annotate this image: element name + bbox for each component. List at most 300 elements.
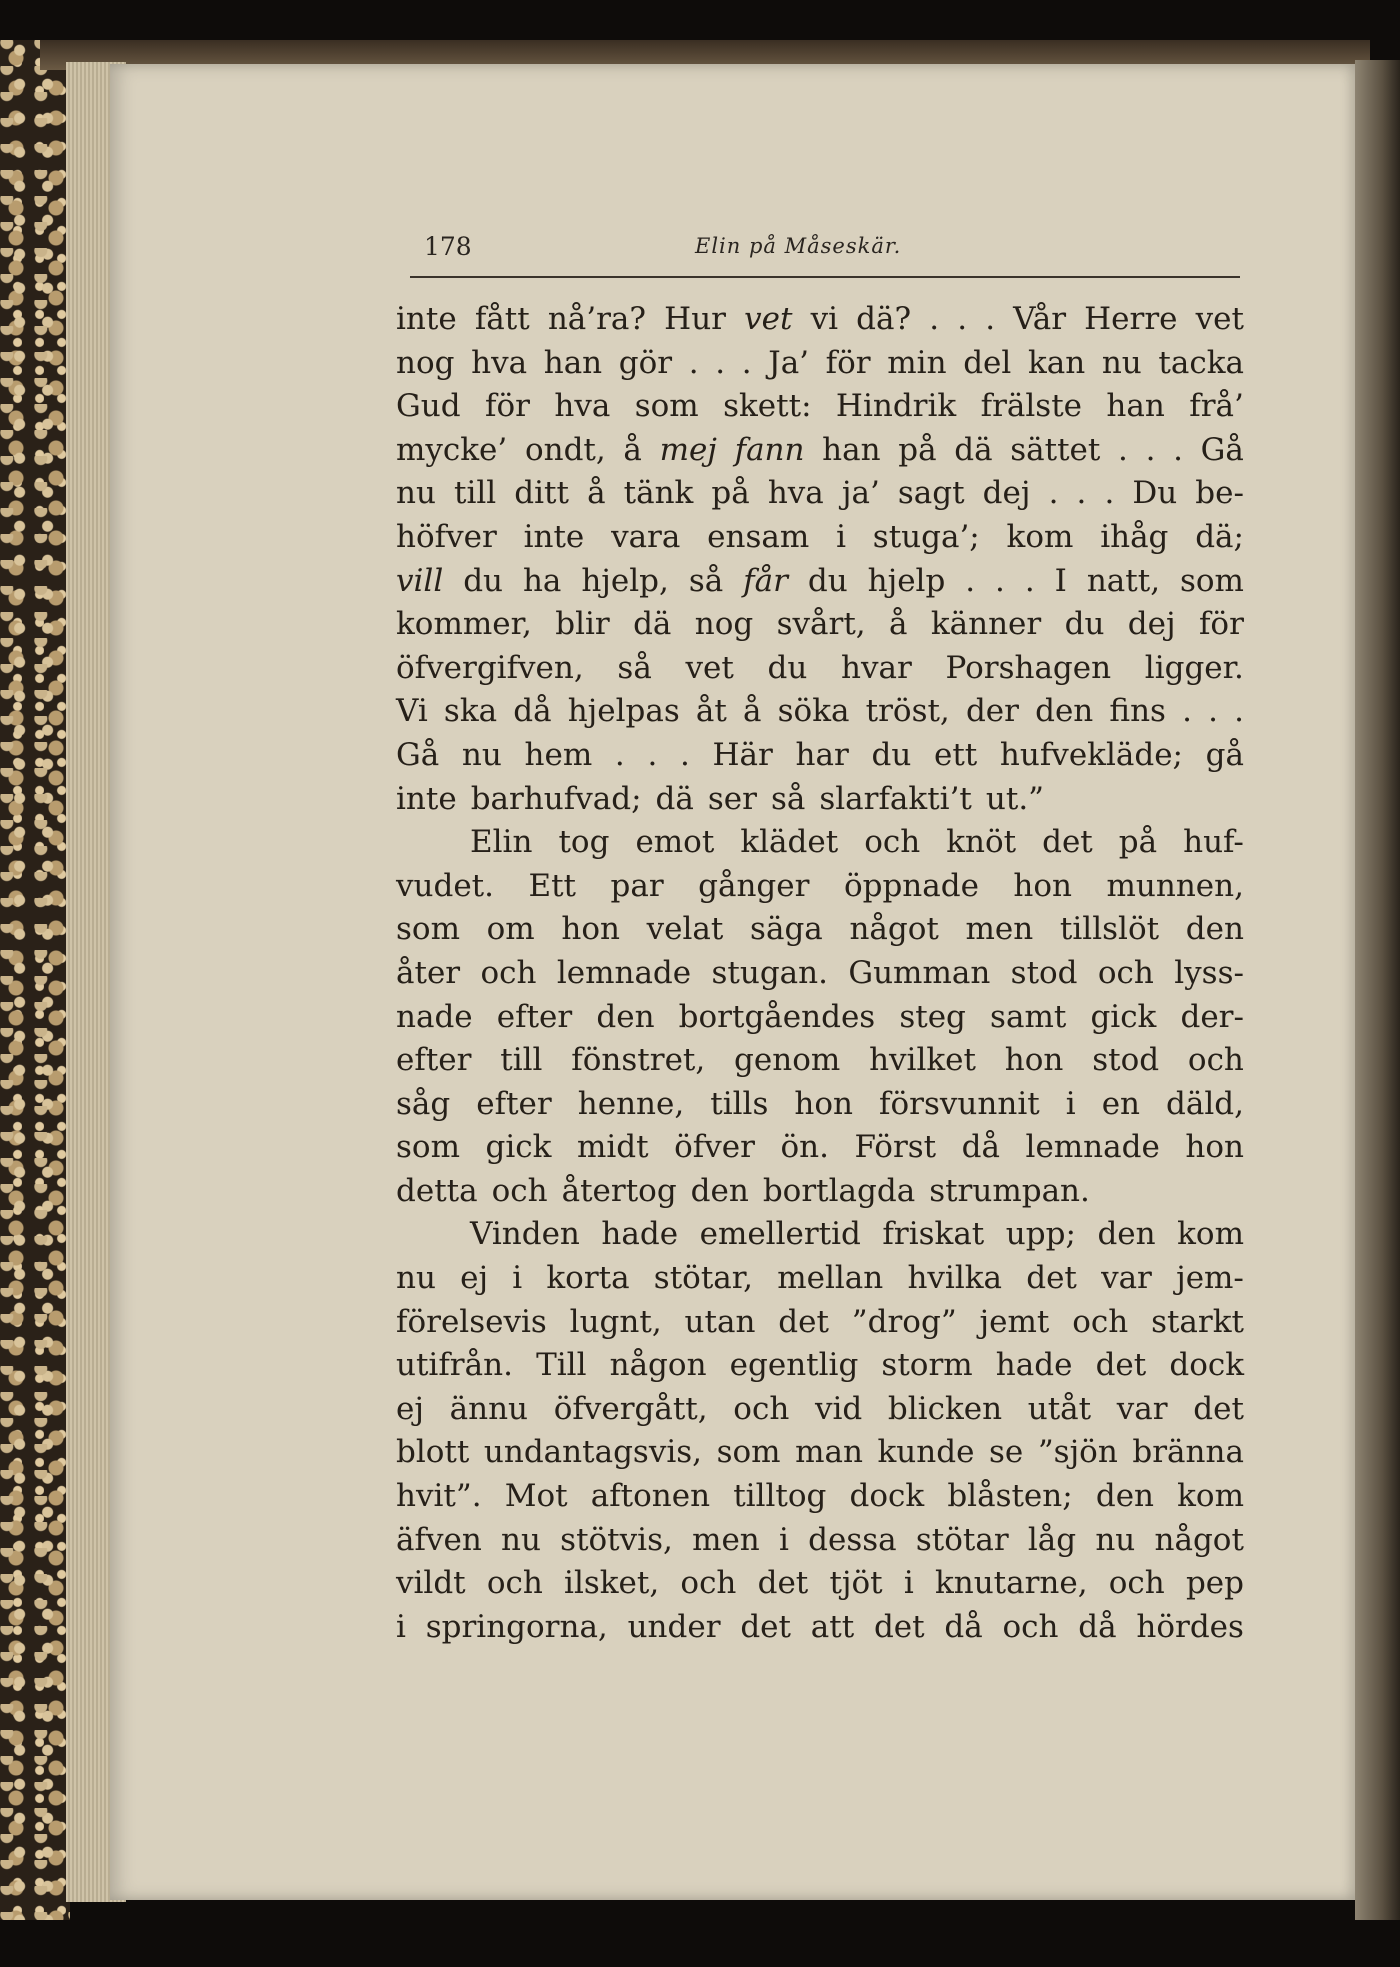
- word: hjelp: [867, 562, 946, 599]
- word: i: [512, 1260, 523, 1297]
- word: I: [1054, 562, 1067, 599]
- word: skett:: [723, 388, 812, 425]
- word: mellan: [777, 1260, 884, 1297]
- word: Ja’: [768, 344, 810, 381]
- word: å: [889, 606, 908, 643]
- word: undantagsvis,: [483, 1434, 703, 1471]
- word: och: [1108, 1565, 1165, 1602]
- word: .: [1118, 431, 1128, 468]
- word: äfven: [396, 1521, 482, 1558]
- word: den: [1035, 693, 1094, 730]
- word: nu: [1101, 344, 1142, 381]
- word: ännu: [449, 1390, 529, 1427]
- marbled-edge: [0, 40, 70, 1920]
- word: hade: [601, 1216, 679, 1253]
- word: emot: [635, 824, 715, 861]
- word: blicken: [887, 1390, 1003, 1427]
- word: det: [778, 1303, 829, 1340]
- word: om: [486, 911, 535, 948]
- text-line: [396, 516, 1244, 560]
- text-line: [396, 1388, 1244, 1432]
- word: du: [463, 562, 504, 599]
- word: kunde: [877, 1434, 975, 1471]
- word: såg: [396, 1085, 451, 1122]
- word: gick: [1090, 998, 1157, 1035]
- word: förelsevis: [396, 1303, 547, 1340]
- word: kom: [1177, 1478, 1244, 1515]
- word: jemt: [979, 1303, 1050, 1340]
- text-line: [396, 647, 1244, 691]
- word: Mot: [504, 1478, 568, 1515]
- word: vi: [810, 301, 839, 337]
- word: något: [849, 911, 939, 948]
- word: Vinden: [470, 1216, 580, 1253]
- word: för: [484, 388, 530, 425]
- word: strumpan.: [929, 1172, 1090, 1209]
- word: nå’ra?: [547, 301, 647, 337]
- word: storm: [881, 1347, 973, 1384]
- text-line: [396, 1475, 1244, 1519]
- word: lemnade: [556, 954, 692, 991]
- word: öfvergifven,: [396, 649, 584, 686]
- word: blåsten;: [947, 1478, 1073, 1515]
- word: gick: [485, 1129, 552, 1166]
- word: dä: [655, 780, 694, 817]
- body-text: [396, 298, 1244, 1649]
- word: .: [1048, 475, 1059, 512]
- word: någon: [609, 1347, 707, 1384]
- word: tillslöt: [1059, 911, 1160, 948]
- word: hon: [1185, 1129, 1244, 1166]
- word: hva: [554, 388, 611, 425]
- book-right-edge: [1355, 60, 1400, 1920]
- word: utan: [684, 1303, 756, 1340]
- word: nu: [501, 1521, 541, 1558]
- word: hvilket: [869, 1042, 976, 1079]
- word: det: [740, 1608, 791, 1645]
- word: frälste: [980, 388, 1083, 425]
- word: .: [1182, 693, 1192, 730]
- word: i: [836, 518, 846, 555]
- word: har: [795, 736, 849, 773]
- word: som: [396, 911, 460, 948]
- word: der-: [1180, 998, 1244, 1035]
- word: som: [1179, 562, 1244, 599]
- word: i: [396, 1608, 406, 1645]
- word: så: [688, 562, 724, 599]
- text-line: [396, 385, 1244, 429]
- word: och: [1072, 1303, 1129, 1340]
- word: jem-: [1176, 1260, 1244, 1297]
- word: det: [1026, 1260, 1077, 1297]
- text-line: [396, 429, 1244, 473]
- word: vet: [685, 649, 734, 686]
- text-line: [396, 560, 1244, 604]
- word: Vår: [1013, 301, 1067, 337]
- word: .: [1208, 693, 1218, 730]
- word: vid: [814, 1390, 863, 1427]
- word: slarfakti’t: [819, 780, 972, 817]
- text-line: [396, 734, 1244, 778]
- word: tänk: [623, 475, 694, 512]
- word: å: [743, 693, 762, 730]
- word: tilltog: [733, 1478, 827, 1515]
- word: blott: [396, 1434, 470, 1471]
- word: på: [1118, 824, 1158, 861]
- word: men: [965, 911, 1034, 948]
- text-line: [396, 690, 1244, 734]
- word: du: [767, 649, 808, 686]
- word: ett: [933, 736, 978, 773]
- word: natt,: [1086, 562, 1161, 599]
- word: bortgåendes: [678, 998, 876, 1035]
- word: tills: [710, 1085, 769, 1122]
- word: munnen,: [1106, 867, 1244, 904]
- word: hem: [524, 736, 593, 773]
- word: fann: [734, 431, 805, 468]
- word: låg: [1027, 1521, 1077, 1558]
- word: ej: [396, 1390, 424, 1427]
- word: inte: [396, 301, 457, 337]
- word: å: [587, 475, 606, 512]
- word: men: [692, 1521, 760, 1558]
- word: däld,: [1166, 1085, 1244, 1122]
- word: nu: [1095, 1521, 1136, 1558]
- word: då: [1078, 1608, 1117, 1645]
- word: vet: [744, 301, 793, 337]
- word: klädet: [740, 824, 839, 861]
- word: ska: [443, 693, 498, 730]
- word: .: [965, 562, 976, 599]
- word: den: [690, 1172, 749, 1209]
- word: du: [1064, 606, 1105, 643]
- word: känner: [930, 606, 1042, 643]
- text-line: [396, 603, 1244, 647]
- word: det: [1095, 1347, 1147, 1384]
- word: tjöt: [829, 1565, 883, 1602]
- word: ligger.: [1144, 649, 1244, 686]
- word: hjelp,: [581, 562, 669, 599]
- word: vara: [611, 518, 681, 555]
- word: och: [491, 1172, 548, 1209]
- word: ”drog”: [851, 1303, 957, 1340]
- word: för: [1198, 606, 1244, 643]
- word: .: [995, 562, 1005, 599]
- word: utåt: [1027, 1390, 1092, 1427]
- word: något: [1154, 1521, 1244, 1558]
- text-line: [396, 865, 1244, 909]
- word: .: [1024, 562, 1035, 599]
- word: egentlig: [729, 1347, 859, 1384]
- word: min: [887, 344, 947, 381]
- word: bortlagda: [762, 1172, 916, 1209]
- word: hon: [794, 1085, 854, 1122]
- word: får: [743, 562, 788, 599]
- page-number: 178: [424, 232, 472, 261]
- word: det: [873, 1608, 925, 1645]
- word: försvunnit: [879, 1085, 1040, 1122]
- word: par: [610, 867, 664, 904]
- word: tacka: [1158, 344, 1244, 381]
- word: stötvis,: [560, 1521, 673, 1558]
- word: hon: [561, 911, 620, 948]
- word: korta: [546, 1260, 630, 1297]
- word: huf-: [1183, 824, 1244, 861]
- word: och: [864, 824, 921, 861]
- word: nade: [396, 998, 473, 1035]
- word: .: [715, 344, 726, 381]
- word: det: [757, 1565, 809, 1602]
- text-line: [396, 1606, 1244, 1650]
- word: nu: [396, 1260, 436, 1297]
- text-line: [396, 1562, 1244, 1606]
- word: Hindrik: [835, 388, 957, 425]
- word: hva: [471, 344, 528, 381]
- word: Till: [536, 1347, 587, 1384]
- word: .: [688, 344, 699, 381]
- word: henne,: [577, 1085, 685, 1122]
- word: hva: [767, 475, 824, 512]
- word: Vi: [396, 693, 428, 730]
- word: dock: [849, 1478, 925, 1515]
- word: vudet.: [396, 867, 494, 904]
- word: inte: [523, 518, 585, 555]
- word: du: [807, 562, 848, 599]
- word: man: [795, 1434, 863, 1471]
- word: .: [985, 301, 996, 337]
- word: stötar,: [653, 1260, 754, 1297]
- text-line: [396, 908, 1244, 952]
- word: i: [779, 1521, 789, 1558]
- word: den: [1185, 911, 1244, 948]
- word: knutarne,: [934, 1565, 1088, 1602]
- word: bränna: [1132, 1434, 1244, 1471]
- word: då: [513, 693, 552, 730]
- text-line: [396, 996, 1244, 1040]
- text-line: [396, 472, 1244, 516]
- word: en: [1101, 1085, 1140, 1122]
- word: hjelpas: [567, 693, 680, 730]
- word: var: [1101, 1260, 1152, 1297]
- word: pep: [1185, 1565, 1244, 1602]
- word: vildt: [396, 1565, 466, 1602]
- word: ensam: [707, 518, 810, 555]
- word: Elin: [470, 824, 533, 861]
- word: sättet: [1010, 431, 1101, 468]
- word: midt: [576, 1129, 649, 1166]
- word: dä?: [856, 301, 912, 337]
- word: .: [929, 301, 940, 337]
- word: säga: [750, 911, 823, 948]
- word: be-: [1195, 475, 1244, 512]
- word: Gud: [396, 388, 461, 425]
- word: friskat: [882, 1216, 985, 1253]
- word: som: [396, 1129, 460, 1166]
- word: då: [961, 1129, 1000, 1166]
- word: hon: [1013, 867, 1073, 904]
- word: dä: [954, 431, 993, 468]
- word: fins: [1109, 693, 1166, 730]
- word: han: [543, 344, 603, 381]
- word: hufvekläde;: [999, 736, 1183, 773]
- word: Gumman: [848, 954, 991, 991]
- word: hvilka: [907, 1260, 1003, 1297]
- word: hvit”.: [396, 1478, 482, 1515]
- word: gå: [1205, 736, 1244, 773]
- word: aftonen: [590, 1478, 711, 1515]
- word: och: [1002, 1608, 1059, 1645]
- word: ön.: [780, 1129, 829, 1166]
- word: barhufvad;: [470, 780, 642, 817]
- word: .: [679, 736, 690, 773]
- text-line: [396, 1083, 1244, 1127]
- word: .: [647, 736, 658, 773]
- text-line: [396, 1431, 1244, 1475]
- word: den: [1095, 1478, 1154, 1515]
- word: kom: [1177, 1216, 1244, 1253]
- word: till: [454, 475, 497, 512]
- word: kan: [1027, 344, 1086, 381]
- word: till: [500, 1042, 543, 1079]
- word: du: [871, 736, 912, 773]
- word: Porshagen: [945, 649, 1112, 686]
- word: han: [1106, 388, 1165, 425]
- word: att: [810, 1608, 855, 1645]
- word: det: [1193, 1390, 1244, 1427]
- word: gör: [618, 344, 673, 381]
- word: ej: [460, 1260, 489, 1297]
- word: emellertid: [699, 1216, 861, 1253]
- word: dock: [1169, 1347, 1244, 1384]
- word: detta: [396, 1172, 478, 1209]
- word: springorna,: [425, 1608, 608, 1645]
- word: .: [1076, 475, 1087, 512]
- word: fönstret,: [571, 1042, 706, 1079]
- word: nog: [396, 344, 455, 381]
- text-line: [396, 1213, 1244, 1257]
- word: velat: [646, 911, 724, 948]
- word: Gå: [1200, 431, 1244, 468]
- word: inte: [396, 780, 457, 817]
- word: öfver: [674, 1129, 755, 1166]
- word: .: [1104, 475, 1115, 512]
- word: Du: [1132, 475, 1178, 512]
- word: var: [1116, 1390, 1168, 1427]
- word: Hur: [664, 301, 726, 337]
- text-line: [396, 298, 1244, 342]
- word: lemnade: [1025, 1129, 1160, 1166]
- word: Här: [712, 736, 773, 773]
- word: se: [988, 1434, 1024, 1471]
- word: åter: [396, 954, 461, 991]
- word: och: [1097, 954, 1154, 991]
- word: som: [634, 388, 699, 425]
- word: hon: [1004, 1042, 1064, 1079]
- word: nog: [694, 606, 754, 643]
- word: efter: [396, 1042, 472, 1079]
- word: tröst,: [865, 693, 950, 730]
- word: vill: [396, 562, 444, 599]
- word: stugan.: [711, 954, 828, 991]
- word: knöt: [946, 824, 1017, 861]
- word: stuga’;: [872, 518, 980, 555]
- word: Först: [854, 1129, 937, 1166]
- word: åt: [695, 693, 727, 730]
- word: och: [486, 1565, 543, 1602]
- word: starkt: [1151, 1303, 1244, 1340]
- text-line: [396, 1257, 1244, 1301]
- word: tog: [558, 824, 610, 861]
- word: sagt: [897, 475, 965, 512]
- word: frå’: [1189, 388, 1244, 425]
- header-rule: [410, 276, 1240, 278]
- word: ut.”: [985, 780, 1045, 817]
- word: mej: [659, 431, 717, 468]
- word: Gå: [396, 736, 440, 773]
- word: stötar: [915, 1521, 1009, 1558]
- word: ”sjön: [1037, 1434, 1118, 1471]
- word: .: [1234, 693, 1244, 730]
- word: samt: [990, 998, 1067, 1035]
- word: då: [944, 1608, 983, 1645]
- word: nu: [461, 736, 502, 773]
- word: och: [733, 1390, 790, 1427]
- word: som: [716, 1434, 781, 1471]
- running-title: Elin på Måseskär.: [695, 234, 902, 258]
- text-line: [396, 821, 1244, 865]
- text-line: [396, 1039, 1244, 1083]
- word: steg: [899, 998, 966, 1035]
- word: efter: [476, 1085, 552, 1122]
- word: och: [480, 954, 537, 991]
- page-header: [410, 232, 1240, 272]
- word: blir: [555, 606, 610, 643]
- word: del: [963, 344, 1012, 381]
- word: der: [965, 693, 1019, 730]
- word: ondt,: [524, 431, 606, 468]
- word: i: [1065, 1085, 1076, 1122]
- word: .: [957, 301, 968, 337]
- word: stod: [1092, 1042, 1160, 1079]
- word: för: [825, 344, 871, 381]
- word: öppnade: [843, 867, 979, 904]
- word: så: [617, 649, 652, 686]
- word: gånger: [698, 867, 810, 904]
- word: .: [1145, 431, 1156, 468]
- word: söka: [777, 693, 850, 730]
- word: återtog: [561, 1172, 677, 1209]
- word: kom: [1006, 518, 1074, 555]
- text-line: [396, 1170, 1244, 1214]
- text-line: [396, 1344, 1244, 1388]
- word: svårt,: [776, 606, 866, 643]
- word: utifrån.: [396, 1347, 513, 1384]
- word: ilsket,: [564, 1565, 660, 1602]
- word: under: [627, 1608, 721, 1645]
- word: dej: [1127, 606, 1176, 643]
- word: ihåg: [1100, 518, 1169, 555]
- word: fått: [474, 301, 530, 337]
- word: efter: [496, 998, 573, 1035]
- word: och: [680, 1565, 737, 1602]
- word: hade: [995, 1347, 1073, 1384]
- word: dej: [982, 475, 1031, 512]
- word: den: [596, 998, 655, 1035]
- word: höfver: [396, 518, 497, 555]
- word: han: [822, 431, 881, 468]
- word: hvar: [841, 649, 912, 686]
- word: å: [623, 431, 642, 468]
